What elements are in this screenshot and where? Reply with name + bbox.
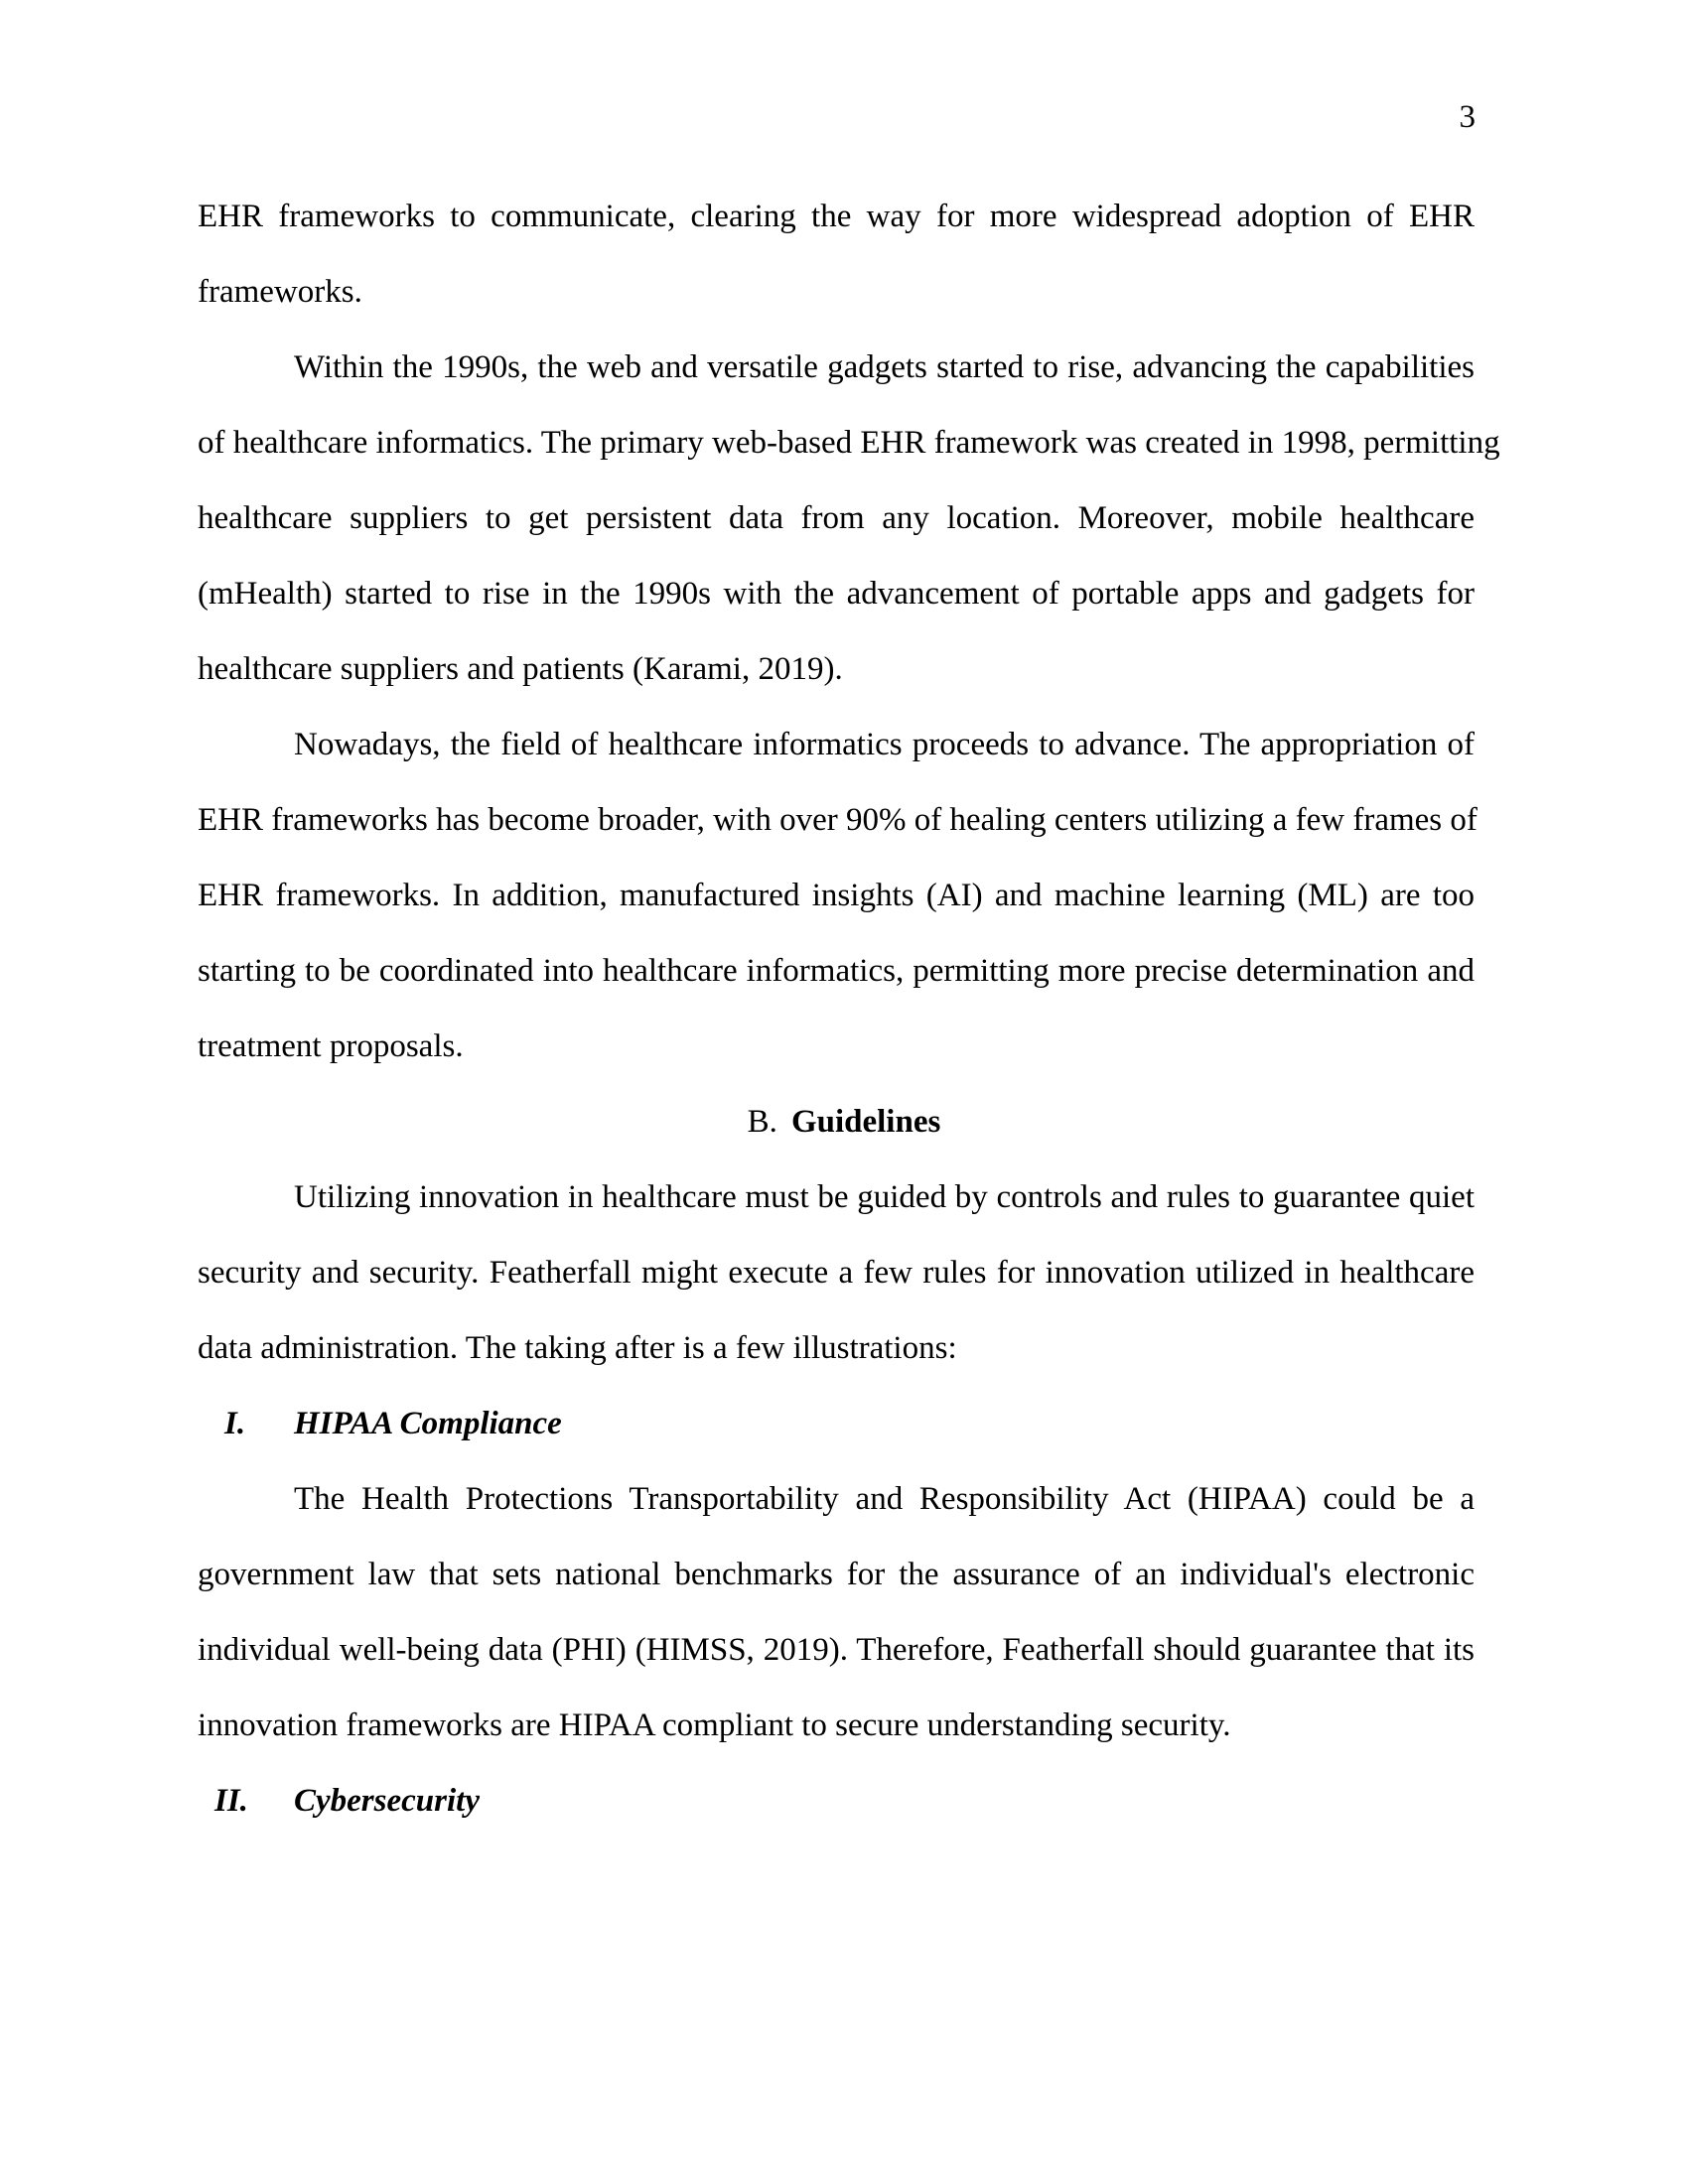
subsection-heading [214,1763,480,1839]
text-line: Utilizing innovation in healthcare must be guided by controls and rules to guarantee quiet [294,1179,1475,1215]
text-line: Nowadays, the field of healthcare informatics proceeds to advance. The appropriation of [294,727,1475,762]
text-line: healthcare suppliers to get persistent data from any location. Moreover, mobile healthcare [198,500,1475,536]
text-line: Within the 1990s, the web and versatile gadgets started to rise, advancing the capabilities [294,349,1475,385]
text-line: government law that sets national benchmarks for the assurance of an individual's electronic [198,1557,1475,1592]
text-line: of healthcare informatics. The primary web-based EHR framework was created in 1998, permitting [198,425,1500,461]
text-line: healthcare suppliers and patients (Karami, 2019). [198,651,843,687]
text-line: (mHealth) started to rise in the 1990s with the advancement of portable apps and gadgets for [198,576,1475,612]
text-line: security and security. Featherfall might execute a few rules for innovation utilized in healthcare [198,1255,1475,1291]
text-line: EHR frameworks has become broader, with over 90% of healing centers utilizing a few frames of [198,802,1477,838]
subsection-title: HIPAA Compliance [294,1406,562,1441]
section-letter: B. [747,1104,777,1140]
text-line: data administration. The taking after is a few illustrations: [198,1330,957,1366]
text-line: frameworks. [198,274,362,310]
section-title: Guidelines [790,1104,941,1140]
text-line: individual well-being data (PHI) (HIMSS, 2019). Therefore, Featherfall should guarantee that its [198,1632,1475,1668]
text-line: EHR frameworks. In addition, manufactured insights (AI) and machine learning (ML) are too [198,878,1475,913]
subsection-title: Cybersecurity [294,1783,480,1819]
subsection-numeral: II. [214,1783,248,1819]
text-line: innovation frameworks are HIPAA compliant to secure understanding security. [198,1707,1231,1743]
text-line: The Health Protections Transportability and Responsibility Act (HIPAA) could be a [294,1481,1475,1517]
text-line: EHR frameworks to communicate, clearing the way for more widespread adoption of EHR [198,199,1475,234]
page-number: 3 [1459,99,1476,135]
text-line: starting to be coordinated into healthcare informatics, permitting more precise determination and [198,953,1475,989]
section-heading [0,1084,1688,1160]
subsection-heading [224,1386,562,1461]
text-line: treatment proposals. [198,1028,464,1064]
subsection-numeral: I. [224,1406,246,1441]
